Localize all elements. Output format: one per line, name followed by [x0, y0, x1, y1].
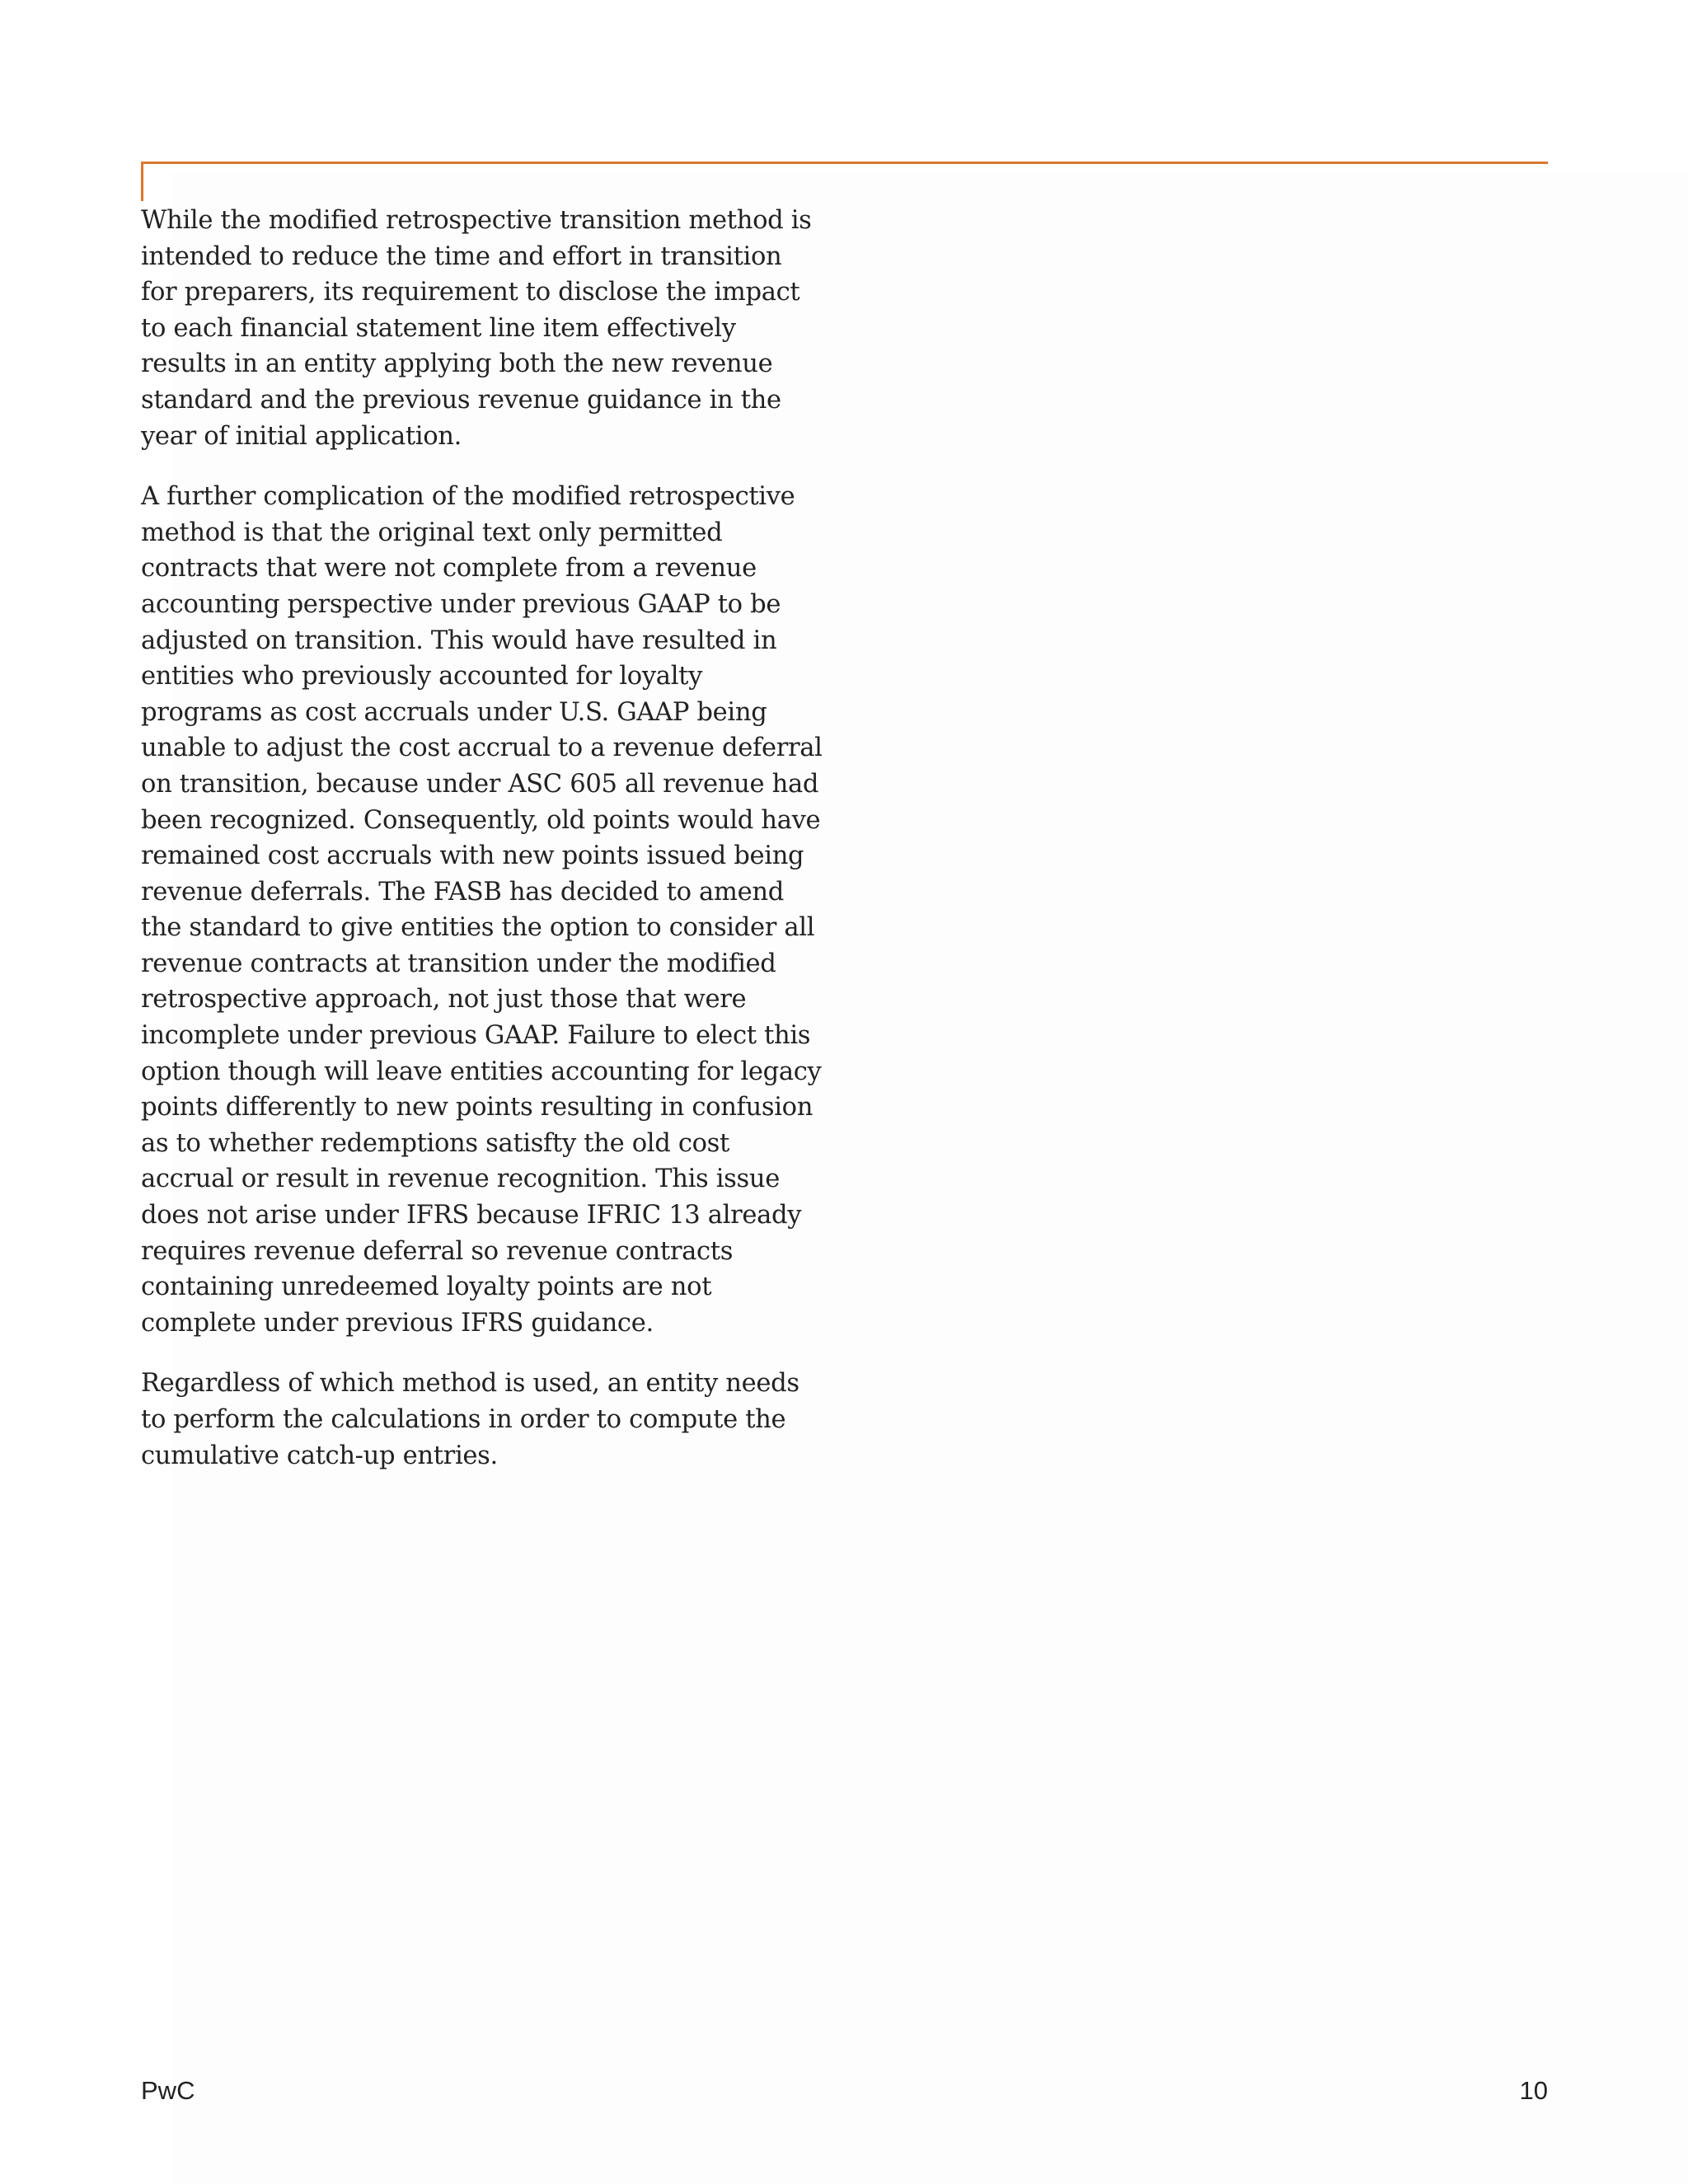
- page-number: 10: [1519, 2076, 1548, 2105]
- header-accent-rule: [141, 162, 1548, 164]
- paragraph-2: A further complication of the modified retrospective method is that the original text only permitted contracts that were not complete from a revenue accounting perspective under previous GAAP to be adjusted on transition. This would have resulted in entities who previously accounted for loyalty programs as cost accruals under U.S. GAAP being unable to adjust the cost accrual to a revenue deferral on transition, because under ASC 605 all revenue had been recognized. Consequently, old points would have remained cost accruals with new points issued being revenue deferrals. The FASB has decided to amend the standard to give entities the option to consider all revenue contracts at transition under the modified retrospective approach, not just those that were incomplete under previous GAAP. Failure to elect this option though will leave entities accounting for legacy points differently to new points resulting in confusion as to whether redemptions satisfty the old cost accrual or result in revenue recognition. This issue does not arise under IFRS because IFRIC 13 already requires revenue deferral so revenue contracts containing unredeemed loyalty points are not complete under previous IFRS guidance.: [141, 482, 823, 1338]
- paragraph-1: While the modified retrospective transition method is intended to reduce the time and effort in transition for preparers, its requirement to disclose the impact to each financial statement line item effectively results in an entity applying both the new revenue standard and the previous revenue guidance in the year of initial application.: [141, 206, 812, 451]
- footer-brand: PwC: [141, 2076, 195, 2105]
- header-accent-tick: [141, 162, 143, 201]
- main-text-column: [141, 203, 825, 1498]
- paragraph-3: Regardless of which method is used, an entity needs to perform the calculations in order to compute the cumulative catch-up entries.: [141, 1369, 799, 1470]
